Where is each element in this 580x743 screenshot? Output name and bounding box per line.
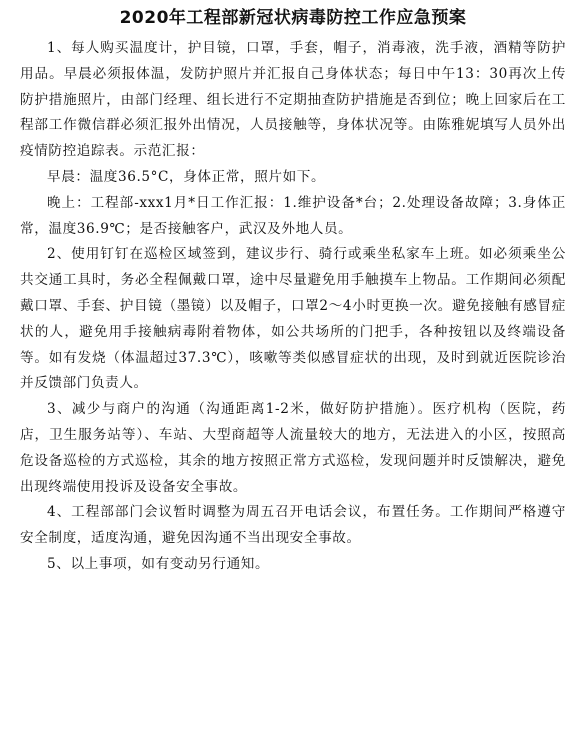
paragraph-morning-report-example: 早晨：温度36.5°C，身体正常，照片如下。	[47, 168, 326, 185]
paragraph-4-meetings: 4、工程部部门会议暂时调整为周五召开电话会议，布置任务。工作期间严格遵守安全制度，适度沟通，避免因沟通不当出现安全事故。	[20, 504, 566, 547]
paragraph-evening-report-example: 晚上：工程部-xxx1月*日工作汇报：1.维护设备*台；2.处理设备故障；3.身体正常，温度36.9℃；是否接触客户，武汉及外地人员。	[20, 194, 566, 237]
paragraph-5-notice: 5、以上事项，如有变动另行通知。	[47, 555, 270, 572]
paragraph-2-commute-protection: 2、使用钉钉在巡检区域签到，建议步行、骑行或乘坐私家车上班。如必须乘坐公共交通工具时，务必全程佩戴口罩，途中尽量避免用手触摸车上物品。工作期间必须配戴口罩、手套、护目镜（墨镜）以及帽子，口罩2～4小时更换一次。避免接触有感冒症状的人，避免用手接触病毒附着物体，如公共场所的门把手，各种按钮以及终端设备等。如有发烧（体温超过37.3℃），咳嗽等类似感冒症状的出现，及时到就近医院诊治并反馈部门负责人。	[20, 246, 566, 392]
paragraph-3-merchant-contact: 3、减少与商户的沟通（沟通距离1-2米，做好防护措施）。医疗机构（医院，药店，卫生服务站等）、车站、大型商超等人流量较大的地方，无法进入的小区，按照高危设备巡检的方式巡检，其余的地方按照正常方式巡检，发现问题并时反馈解决，避免出现终端使用投诉及设备安全事故。	[20, 401, 566, 495]
document-title: 2020年工程部新冠状病毒防控工作应急预案	[119, 8, 467, 28]
paragraph-1-supplies-reporting: 1、每人购买温度计，护目镜，口罩，手套，帽子，消毒液，洗手液，酒精等防护用品。早晨必须报体温，发防护照片并汇报自己身体状态；每日中午13：30再次上传防护措施照片，由部门经理、组长进行不定期抽查防护措施是否到位；晚上回家后在工程部工作微信群必须汇报外出情况，人员接触等，身体状况等。由陈雅妮填写人员外出疫情防控追踪表。示范汇报：	[20, 40, 566, 160]
